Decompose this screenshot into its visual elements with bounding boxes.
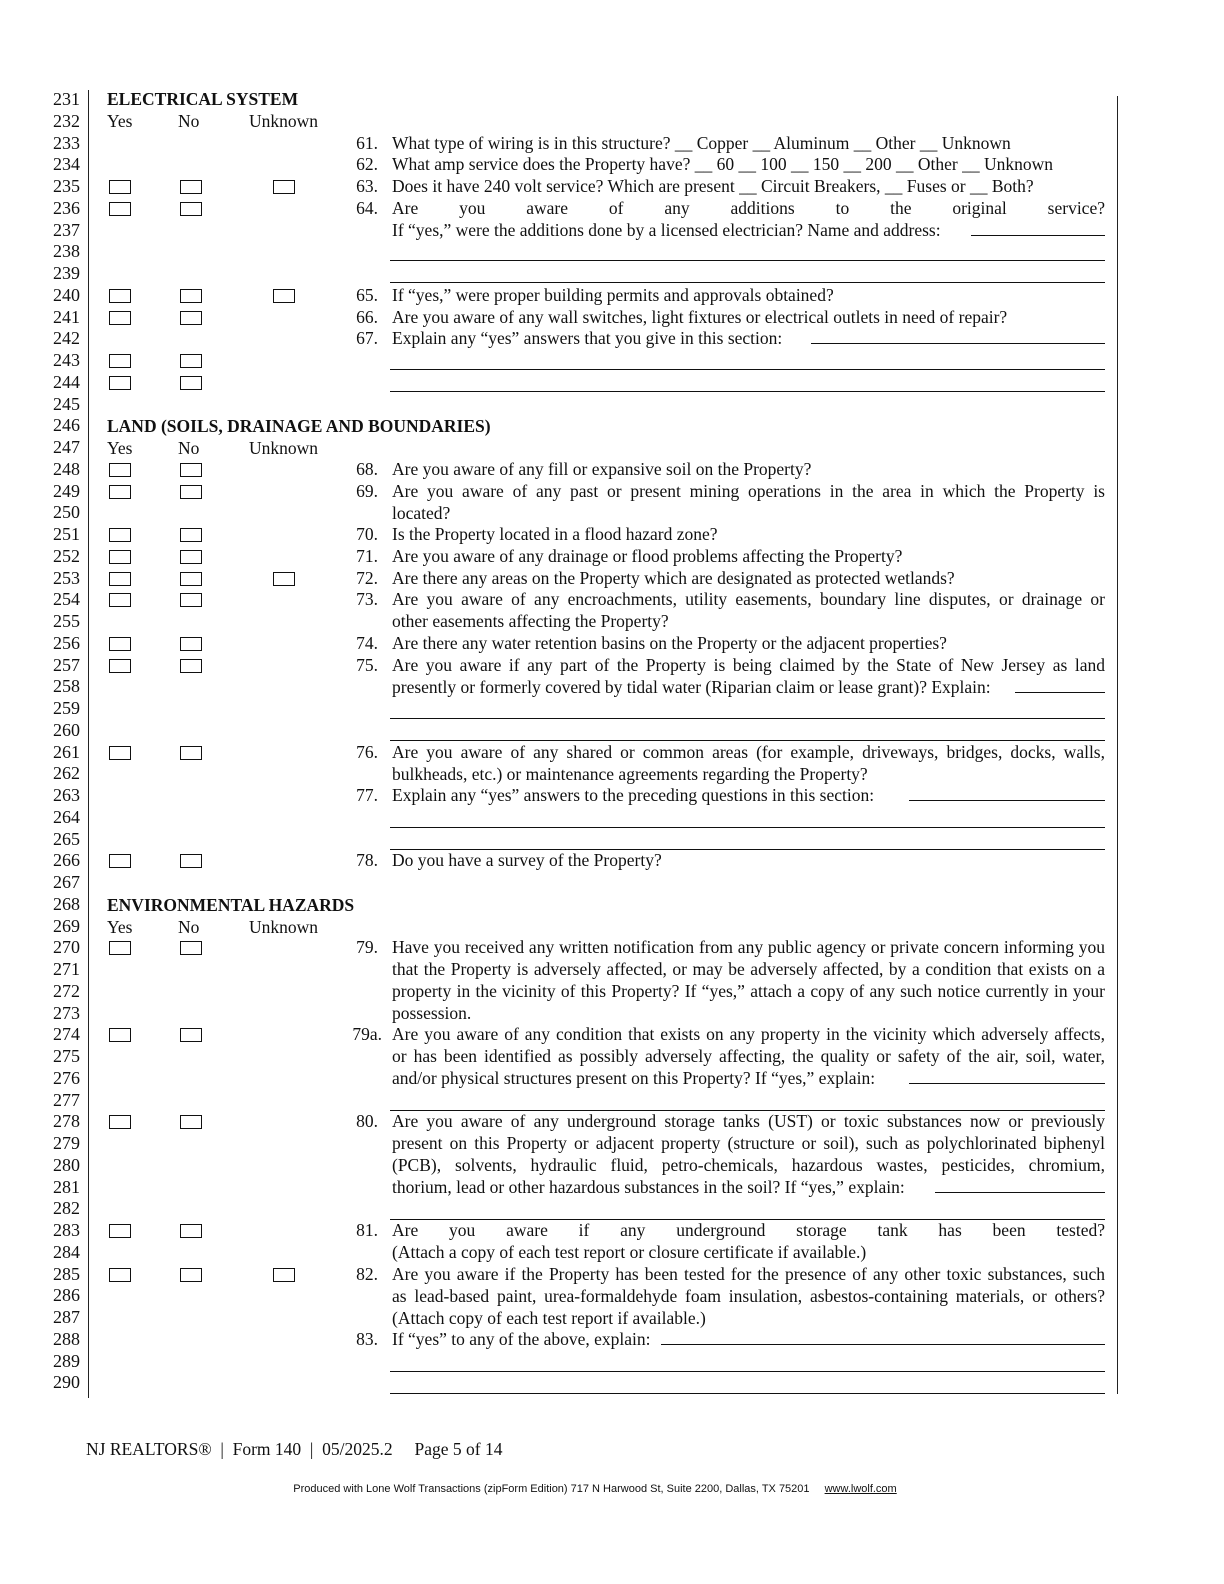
question-number: 64. xyxy=(356,197,378,218)
line-number: 272 xyxy=(53,980,80,1001)
line-number: 251 xyxy=(53,524,80,544)
question-number: 77. xyxy=(356,785,378,805)
question-text-content: Is the Property located in a flood hazard zone? xyxy=(392,524,718,544)
line-number: 232 xyxy=(53,110,80,131)
answer-blank[interactable] xyxy=(935,1176,1105,1193)
question-number: 78. xyxy=(356,850,378,871)
answer-blank[interactable] xyxy=(909,1067,1105,1084)
question-text-line xyxy=(392,784,1105,806)
line-number: 256 xyxy=(53,632,80,653)
question-number: 66. xyxy=(356,306,378,327)
question-text xyxy=(392,306,1105,328)
question-text xyxy=(392,153,1105,175)
line-number: 290 xyxy=(53,1372,80,1393)
checkbox-yes[interactable] xyxy=(109,1115,131,1129)
line-number: 278 xyxy=(53,1111,80,1132)
question-text-line xyxy=(392,1067,1105,1089)
line-number: 267 xyxy=(53,872,80,892)
checkbox-yes[interactable] xyxy=(109,485,131,499)
line-number: 273 xyxy=(53,1002,80,1023)
question-number: 82. xyxy=(356,1263,378,1284)
question-text-content: Explain any “yes” answers that you give in this section: xyxy=(392,328,783,349)
checkbox-yes[interactable] xyxy=(109,354,131,368)
checkbox-yes[interactable] xyxy=(109,1268,131,1282)
question-text-content: If “yes,” were the additions done by a licensed electrician? Name and address: xyxy=(392,219,941,240)
line-number: 250 xyxy=(53,502,80,523)
checkbox-no[interactable] xyxy=(180,202,202,216)
line-number: 289 xyxy=(53,1350,80,1371)
checkbox-no[interactable] xyxy=(180,463,202,477)
checkbox-yes[interactable] xyxy=(109,311,131,325)
question-text-line xyxy=(392,1132,1105,1154)
question-text-content: property in the vicinity of this Property? If “yes,” attach a copy of any such notice currently in your xyxy=(392,981,1105,1002)
question-text-content: If “yes” to any of the above, explain: xyxy=(392,1328,651,1349)
line-number: 234 xyxy=(53,154,80,175)
question-number: 80. xyxy=(356,1111,378,1132)
checkbox-yes[interactable] xyxy=(109,202,131,216)
question-text-content: and/or physical structures present on this Property? If “yes,” explain: xyxy=(392,1068,876,1089)
checkbox-no[interactable] xyxy=(180,354,202,368)
checkbox-no[interactable] xyxy=(180,528,202,542)
question-text-line xyxy=(392,1307,1105,1329)
question-text-content: Do you have a survey of the Property? xyxy=(392,850,662,871)
line-number: 242 xyxy=(53,328,80,349)
question-text-line xyxy=(392,1154,1105,1176)
question-text-line xyxy=(392,567,1105,589)
question-text xyxy=(392,545,1105,567)
question-text xyxy=(392,654,1105,698)
question-text-line xyxy=(392,1328,1105,1350)
checkbox-no[interactable] xyxy=(180,659,202,673)
question-text-content: Does it have 240 volt service? Which are present __ Circuit Breakers, __ Fuses or __ Both? xyxy=(392,176,1034,196)
answer-blank[interactable] xyxy=(971,219,1105,236)
section-heading-electrical: ELECTRICAL SYSTEM xyxy=(107,89,299,109)
line-number: 258 xyxy=(53,676,80,697)
line-number: 257 xyxy=(53,654,80,675)
line-number: 255 xyxy=(53,611,80,631)
checkbox-no[interactable] xyxy=(180,572,202,586)
question-number: 79a. xyxy=(352,1024,382,1045)
answer-blank[interactable] xyxy=(909,784,1105,801)
answer-blank[interactable] xyxy=(811,327,1105,344)
question-text-content: Are you aware of any encroachments, utility easements, boundary line disputes, or drainage or xyxy=(392,589,1105,610)
question-text-content: bulkheads, etc.) or maintenance agreements regarding the Property? xyxy=(392,763,868,784)
question-text-content: What type of wiring is in this structure? __ Copper __ Aluminum __ Other __ Unknown xyxy=(392,132,1011,153)
question-text-content: Are you aware if the Property has been tested for the presence of any other toxic substances, such xyxy=(392,1263,1105,1284)
col-header-yes: Yes xyxy=(107,111,133,131)
question-text-line xyxy=(392,502,1105,524)
question-number: 67. xyxy=(356,328,378,349)
question-text xyxy=(392,197,1105,241)
question-text-line xyxy=(392,654,1105,676)
line-number: 249 xyxy=(53,480,80,501)
question-number: 83. xyxy=(356,1328,378,1349)
checkbox-no[interactable] xyxy=(180,550,202,564)
answer-line[interactable] xyxy=(390,260,1105,261)
question-text-line xyxy=(392,980,1105,1002)
section-heading-environmental: ENVIRONMENTAL HAZARDS xyxy=(107,895,355,915)
question-text-content: Are you aware of any condition that exists on any property in the vicinity which adversely affects, xyxy=(392,1024,1105,1045)
question-text-content: present on this Property or adjacent property (structure or soil), such as polychlorinated biphenyl xyxy=(392,1133,1105,1154)
question-text xyxy=(392,632,1105,654)
question-text-line xyxy=(392,1002,1105,1024)
checkbox-unknown[interactable] xyxy=(273,1268,295,1282)
checkbox-no[interactable] xyxy=(180,485,202,499)
question-text-content: or has been identified as possibly adversely affecting, the quality or safety of the air, soil, water, xyxy=(392,1046,1105,1067)
question-text-content: as lead-based paint, urea-formaldehyde foam insulation, asbestos-containing materials, or others? xyxy=(392,1285,1105,1306)
line-number: 238 xyxy=(53,241,80,262)
line-number: 241 xyxy=(53,306,80,327)
line-number: 254 xyxy=(53,589,80,610)
question-text xyxy=(392,1328,1105,1350)
question-number: 68. xyxy=(356,458,378,479)
question-text-line xyxy=(392,327,1105,349)
question-text-line xyxy=(392,849,1105,871)
question-text xyxy=(392,284,1105,306)
question-text xyxy=(392,1110,1105,1198)
question-text-content: Are you aware of any shared or common areas (for example, driveways, bridges, docks, walls, xyxy=(392,741,1105,762)
answer-line[interactable] xyxy=(390,827,1105,828)
answer-line[interactable] xyxy=(390,849,1105,850)
question-text-line xyxy=(392,632,1105,654)
question-text-line xyxy=(392,1241,1105,1263)
question-text-line xyxy=(392,1110,1105,1132)
checkbox-no[interactable] xyxy=(180,1115,202,1129)
line-number: 235 xyxy=(53,176,80,196)
line-number: 253 xyxy=(53,567,80,588)
line-number: 285 xyxy=(53,1263,80,1284)
produced-by-text: Produced with Lone Wolf Transactions (zipForm Edition) 717 N Harwood St, Suite 2200, Dallas, TX 75201 xyxy=(293,1483,810,1495)
question-text xyxy=(392,936,1105,1024)
line-number: 266 xyxy=(53,850,80,871)
question-text-line xyxy=(392,1176,1105,1198)
line-number: 275 xyxy=(53,1046,80,1066)
question-text-content: Are you aware of any fill or expansive soil on the Property? xyxy=(392,458,812,479)
question-number: 69. xyxy=(356,480,378,501)
question-text-content: Explain any “yes” answers to the preceding questions in this section: xyxy=(392,785,875,805)
col-header-no: No xyxy=(178,917,200,937)
question-text-line xyxy=(392,936,1105,958)
question-text-line xyxy=(392,306,1105,328)
question-text-content: presently or formerly covered by tidal water (Riparian claim or lease grant)? Explain: xyxy=(392,676,991,697)
col-header-no: No xyxy=(178,111,200,131)
line-number: 259 xyxy=(53,698,80,718)
question-text xyxy=(392,784,1105,806)
answer-line[interactable] xyxy=(390,282,1105,283)
question-number: 65. xyxy=(356,284,378,305)
answer-line[interactable] xyxy=(390,1110,1105,1111)
line-number: 233 xyxy=(53,132,80,153)
question-text-content: Are you aware of any drainage or flood problems affecting the Property? xyxy=(392,545,903,566)
question-text-content: If “yes,” were proper building permits and approvals obtained? xyxy=(392,284,834,305)
question-text-line xyxy=(392,741,1105,763)
question-text-line xyxy=(392,676,1105,698)
checkbox-yes[interactable] xyxy=(109,1224,131,1238)
question-text-line xyxy=(392,1023,1105,1045)
answer-line[interactable] xyxy=(390,1393,1105,1394)
checkbox-yes[interactable] xyxy=(109,854,131,868)
question-text-line xyxy=(392,958,1105,980)
question-number: 70. xyxy=(356,524,378,544)
question-number: 75. xyxy=(356,654,378,675)
col-header-unknown: Unknown xyxy=(249,111,319,131)
question-text-content: that the Property is adversely affected, or may be adversely affected, by a condition that exists on a xyxy=(392,959,1105,980)
checkbox-yes[interactable] xyxy=(109,572,131,586)
col-header-yes: Yes xyxy=(107,438,133,458)
col-header-unknown: Unknown xyxy=(249,438,319,458)
question-text-line xyxy=(392,588,1105,610)
answer-line[interactable] xyxy=(390,391,1105,392)
line-number: 276 xyxy=(53,1067,80,1088)
right-margin-rule xyxy=(1117,96,1118,1394)
question-text-content: Have you received any written notification from any public agency or private concern informing you xyxy=(392,937,1105,958)
question-text-content: (Attach a copy of each test report or closure certificate if available.) xyxy=(392,1242,867,1262)
checkbox-unknown[interactable] xyxy=(273,572,295,586)
line-number: 260 xyxy=(53,719,80,740)
answer-blank[interactable] xyxy=(1015,676,1105,693)
left-margin-rule xyxy=(88,90,89,1398)
line-number: 270 xyxy=(53,937,80,958)
answer-line[interactable] xyxy=(390,369,1105,370)
question-text-content: Are you aware of any wall switches, light fixtures or electrical outlets in need of repair? xyxy=(392,306,1008,327)
checkbox-yes[interactable] xyxy=(109,289,131,303)
question-text xyxy=(392,458,1105,480)
question-text-content: (PCB), solvents, hydraulic fluid, petro-chemicals, hazardous wastes, pesticides, chromium, xyxy=(392,1155,1105,1176)
checkbox-yes[interactable] xyxy=(109,746,131,760)
question-number: 76. xyxy=(356,741,378,762)
question-text-content: located? xyxy=(392,502,451,523)
question-text xyxy=(392,1263,1105,1329)
question-text-content: Are you aware of any underground storage tanks (UST) or toxic substances now or previously xyxy=(392,1111,1105,1132)
question-text-line xyxy=(392,523,1105,545)
line-number: 252 xyxy=(53,545,80,566)
question-text xyxy=(392,588,1105,632)
col-header-unknown: Unknown xyxy=(249,917,319,937)
question-text xyxy=(392,567,1105,589)
checkbox-yes[interactable] xyxy=(109,376,131,390)
checkbox-no[interactable] xyxy=(180,746,202,760)
question-text xyxy=(392,741,1105,785)
line-number: 265 xyxy=(53,828,80,849)
question-text-line xyxy=(392,197,1105,219)
checkbox-yes[interactable] xyxy=(109,1028,131,1042)
question-text-content: Are you aware of any past or present mining operations in the area in which the Property is xyxy=(392,480,1105,501)
checkbox-no[interactable] xyxy=(180,1028,202,1042)
col-header-yes: Yes xyxy=(107,917,133,937)
question-number: 74. xyxy=(356,632,378,653)
line-number: 236 xyxy=(53,197,80,218)
checkbox-yes[interactable] xyxy=(109,593,131,607)
checkbox-yes[interactable] xyxy=(109,180,131,194)
question-text-content: Are you aware if any underground storage tank has been tested? xyxy=(392,1220,1105,1240)
question-text-content: Are there any water retention basins on the Property or the adjacent properties? xyxy=(392,632,947,653)
checkbox-no[interactable] xyxy=(180,854,202,868)
line-number: 287 xyxy=(53,1307,80,1327)
checkbox-no[interactable] xyxy=(180,1224,202,1238)
lwolf-link[interactable]: www.lwolf.com xyxy=(824,1483,897,1495)
question-text-line xyxy=(392,1263,1105,1285)
question-text-line xyxy=(392,610,1105,632)
checkbox-no[interactable] xyxy=(180,941,202,955)
question-number: 79. xyxy=(356,937,378,958)
answer-blank[interactable] xyxy=(661,1328,1105,1345)
line-number: 281 xyxy=(53,1176,80,1197)
line-number: 263 xyxy=(53,785,80,805)
line-number: 269 xyxy=(53,915,80,936)
question-text-content: other easements affecting the Property? xyxy=(392,611,669,632)
checkbox-yes[interactable] xyxy=(109,528,131,542)
form-footer: NJ REALTORS® | Form 140 | 05/2025.2 Page 5 of 14 xyxy=(86,1439,503,1459)
checkbox-yes[interactable] xyxy=(109,941,131,955)
produced-by-line xyxy=(0,1483,1190,1495)
question-text-line xyxy=(392,458,1105,480)
checkbox-unknown[interactable] xyxy=(273,289,295,303)
question-number: 73. xyxy=(356,589,378,610)
checkbox-yes[interactable] xyxy=(109,463,131,477)
line-number: 240 xyxy=(53,284,80,305)
checkbox-yes[interactable] xyxy=(109,550,131,564)
question-text-content: Are there any areas on the Property which are designated as protected wetlands? xyxy=(392,567,955,588)
line-number: 274 xyxy=(53,1024,80,1045)
section-heading-land: LAND (SOILS, DRAINAGE AND BOUNDARIES) xyxy=(107,416,491,436)
question-text-content: (Attach copy of each test report if available.) xyxy=(392,1307,706,1328)
question-text-content: Are you aware of any additions to the original service? xyxy=(392,197,1105,218)
line-number: 243 xyxy=(53,350,80,370)
question-number: 63. xyxy=(356,176,378,196)
checkbox-no[interactable] xyxy=(180,593,202,607)
line-number: 277 xyxy=(53,1089,80,1110)
question-text-line xyxy=(392,284,1105,306)
question-text xyxy=(392,175,1105,197)
line-number: 288 xyxy=(53,1328,80,1349)
checkbox-no[interactable] xyxy=(180,1268,202,1282)
checkbox-yes[interactable] xyxy=(109,637,131,651)
line-number: 262 xyxy=(53,763,80,784)
question-text-line xyxy=(392,1285,1105,1307)
question-text-content: Are you aware if any part of the Property is being claimed by the State of New Jersey as land xyxy=(392,654,1105,675)
checkbox-no[interactable] xyxy=(180,289,202,303)
answer-line[interactable] xyxy=(390,718,1105,719)
question-text-line xyxy=(392,153,1105,175)
line-number: 245 xyxy=(53,393,80,414)
line-number: 264 xyxy=(53,806,80,827)
line-number: 247 xyxy=(53,437,80,457)
question-text-line xyxy=(392,132,1105,154)
checkbox-no[interactable] xyxy=(180,637,202,651)
checkbox-yes[interactable] xyxy=(109,659,131,673)
checkbox-no[interactable] xyxy=(180,376,202,390)
question-number: 61. xyxy=(356,132,378,153)
line-number: 286 xyxy=(53,1285,80,1306)
question-text-line xyxy=(392,480,1105,502)
question-text-content: What amp service does the Property have? __ 60 __ 100 __ 150 __ 200 __ Other __ Unknown xyxy=(392,154,1053,175)
question-text xyxy=(392,849,1105,871)
question-number: 71. xyxy=(356,545,378,566)
question-text-line xyxy=(392,219,1105,241)
col-header-no: No xyxy=(178,438,200,458)
question-text xyxy=(392,1219,1105,1263)
question-number: 81. xyxy=(356,1220,378,1240)
question-text-line xyxy=(392,1045,1105,1067)
line-number: 231 xyxy=(53,89,80,109)
question-text-content: possession. xyxy=(392,1003,472,1024)
line-number: 283 xyxy=(53,1220,80,1240)
line-number: 261 xyxy=(53,741,80,762)
line-number: 271 xyxy=(53,959,80,979)
question-text xyxy=(392,132,1105,154)
answer-line[interactable] xyxy=(390,740,1105,741)
line-number: 279 xyxy=(53,1133,80,1153)
question-text-content: thorium, lead or other hazardous substances in the soil? If “yes,” explain: xyxy=(392,1177,905,1198)
line-number: 282 xyxy=(53,1198,80,1219)
line-number: 280 xyxy=(53,1154,80,1175)
line-number: 284 xyxy=(53,1241,80,1262)
line-number: 248 xyxy=(53,458,80,479)
line-number: 239 xyxy=(53,263,80,283)
question-number: 72. xyxy=(356,567,378,588)
checkbox-no[interactable] xyxy=(180,180,202,194)
checkbox-no[interactable] xyxy=(180,311,202,325)
question-text-line xyxy=(392,175,1105,197)
answer-line[interactable] xyxy=(390,1371,1105,1372)
question-text xyxy=(392,327,1105,349)
line-number: 244 xyxy=(53,371,80,392)
line-number: 268 xyxy=(53,893,80,914)
question-text-line xyxy=(392,545,1105,567)
answer-line[interactable] xyxy=(390,1219,1105,1220)
question-number: 62. xyxy=(356,154,378,175)
question-text xyxy=(392,523,1105,545)
question-text-line xyxy=(392,763,1105,785)
line-number: 237 xyxy=(53,219,80,240)
question-text xyxy=(392,1023,1105,1089)
line-number: 246 xyxy=(53,415,80,436)
question-text xyxy=(392,480,1105,524)
question-text-line xyxy=(392,1219,1105,1241)
checkbox-unknown[interactable] xyxy=(273,180,295,194)
